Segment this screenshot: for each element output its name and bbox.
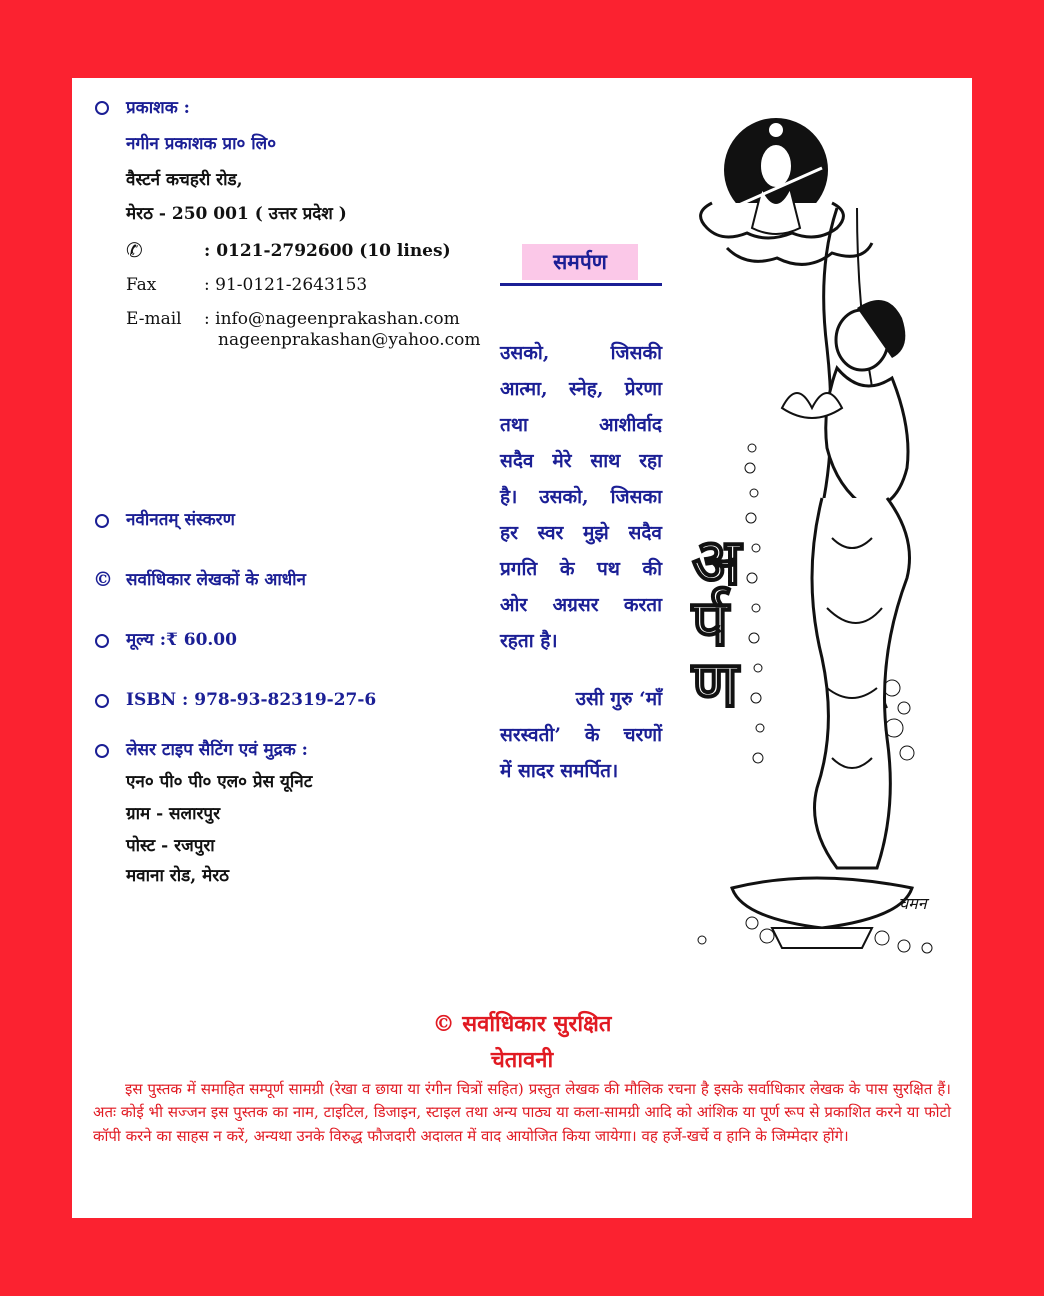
publisher-address-line1: वैस्टर्न कचहरी रोड,: [126, 170, 243, 190]
bullet-icon: [95, 694, 109, 708]
dedication-line: रहता है।: [500, 630, 558, 652]
copyright-note: सर्वाधिकार लेखकों के आधीन: [126, 570, 306, 590]
illustration-signature: चमन: [898, 894, 927, 913]
dedication-line: आत्मा, स्नेह, प्रेरणा: [500, 378, 662, 400]
printer-line3: पोस्ट - रजपुरा: [126, 836, 215, 856]
bullet-icon: [95, 744, 109, 758]
publisher-email-2: nageenprakashan@yahoo.com: [218, 330, 481, 350]
dedication-divider: [500, 283, 662, 286]
publisher-address-line2: मेरठ - 250 001 ( उत्तर प्रदेश ): [126, 204, 347, 224]
publisher-phone: : 0121-2792600 (10 lines): [204, 241, 451, 261]
price: मूल्य :₹ 60.00: [126, 630, 237, 650]
copyright-icon: ©: [93, 567, 113, 591]
rights-subtitle: चेतावनी: [490, 1047, 554, 1073]
publisher-fax: : 91-0121-2643153: [204, 275, 368, 295]
printer-heading: लेसर टाइप सैटिंग एवं मुद्रक :: [126, 740, 308, 760]
dedication-line: उसको, जिसकी: [500, 342, 662, 364]
dedication-closing-line: में सादर समर्पित।: [500, 760, 619, 782]
bullet-icon: [95, 634, 109, 648]
dedication-title: समर्पण: [522, 244, 638, 280]
printer-line2: ग्राम - सलारपुर: [126, 804, 221, 824]
dedication-line: सदैव मेरे साथ रहा: [500, 450, 662, 472]
publisher-heading: प्रकाशक :: [126, 98, 190, 118]
edition: नवीनतम् संस्करण: [126, 510, 235, 530]
email-label: E-mail: [126, 309, 182, 329]
dedication-line: है। उसको, जिसका: [500, 486, 662, 508]
dedication-line: प्रगति के पथ की: [500, 558, 662, 580]
fax-label: Fax: [126, 275, 157, 295]
printer-line4: मवाना रोड, मेरठ: [126, 866, 230, 886]
printer-line1: एन० पी० पी० एल० प्रेस यूनिट: [126, 772, 313, 792]
dedication-line: तथा आशीर्वाद: [500, 414, 662, 436]
bullet-icon: [95, 514, 109, 528]
illustration-vertical-text: अर्पण: [692, 525, 741, 722]
dedication-line: ओर अग्रसर करता: [500, 594, 662, 616]
warning-text: इस पुस्तक में समाहित सम्पूर्ण सामग्री (रेखा व छाया या रंगीन चित्रों सहित) प्रस्तुत लेखक की मौलिक रचना है इसके सर्वाधिकार लेखक के पास सुरक्षित हैं। अतः कोई भी सज्जन इस पुस्तक का नाम, टाइटिल, डिजाइन, स्टाइल तथा अन्य पाठ्य या कला-सामग्री आदि को आंशिक या पूर्ण रूप से प्रकाशित करने या फोटो कॉपी करने का साहस न करें, अन्यथा उनके विरुद्ध फौजदारी अदालत में वाद आयोजित किया जायेगा। वह हर्जे-खर्चे व हानि के जिम्मेदार होंगे।: [93, 1080, 951, 1145]
rights-title: © सर्वाधिकार सुरक्षित: [432, 1011, 612, 1037]
page: [72, 78, 972, 1218]
dedication-closing-line: उसी गुरु ‘माँ: [575, 688, 662, 710]
bullet-icon: [95, 101, 109, 115]
isbn: ISBN : 978-93-82319-27-6: [126, 690, 377, 710]
publisher-name: नगीन प्रकाशक प्रा० लि०: [126, 134, 277, 154]
phone-icon: ✆: [126, 238, 143, 262]
dedication-closing-line: सरस्वती’ के चरणों: [500, 724, 662, 746]
dedication-line: हर स्वर मुझे सदैव: [500, 522, 662, 544]
publisher-email-1: : info@nageenprakashan.com: [204, 309, 460, 329]
